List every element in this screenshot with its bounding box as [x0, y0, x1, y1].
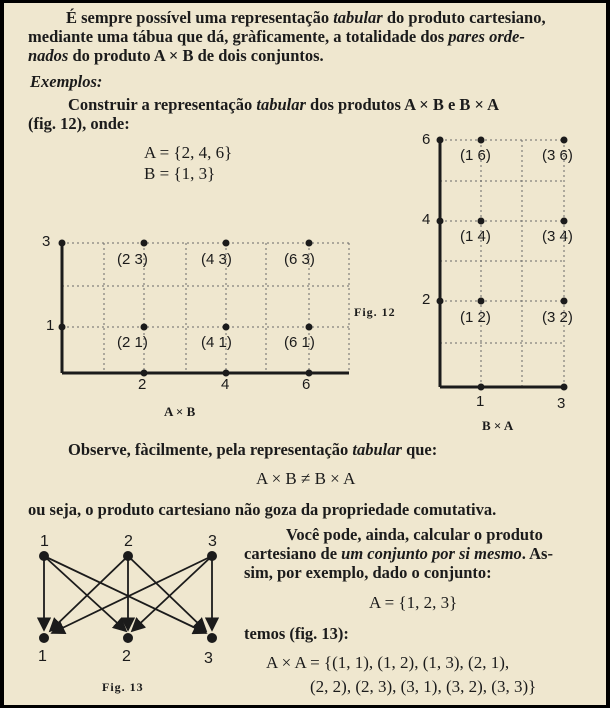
bxa-y-tick-4: 4 — [422, 211, 431, 228]
bxa-pair-3-4: (3 4) — [542, 228, 573, 245]
task-line-2: (fig. 12), onde: — [28, 114, 130, 133]
bxa-y-tick-6: 6 — [422, 131, 431, 148]
axb-x-tick-4: 4 — [221, 376, 230, 393]
fig13-arrows — [44, 556, 212, 633]
figure-12 — [4, 3, 606, 705]
axb-x-tick-6: 6 — [302, 376, 311, 393]
bxa-label: B × A — [482, 418, 514, 433]
axb-label: A × B — [164, 404, 196, 419]
result-line-1: A × A = {(1, 1), (1, 2), (1, 3), (2, 1), — [266, 653, 510, 672]
examples-heading: Exemplos: — [30, 72, 103, 91]
axb-y-tick-3: 3 — [42, 233, 51, 250]
inequality: A × B ≠ B × A — [256, 469, 356, 488]
observe-line: Observe, fàcilmente, pela representação tabular que: — [68, 440, 438, 459]
task-line-1: Construir a representação tabular dos produtos A × B e B × A — [68, 95, 500, 114]
axb-pair-2-1: (2 1) — [117, 334, 148, 351]
bxa-pair-3-6: (3 6) — [542, 147, 573, 164]
bxa-axes — [440, 140, 564, 387]
fig13-top-1: 1 — [40, 533, 49, 550]
set-b-definition: B = {1, 3} — [144, 164, 216, 183]
fig13-top-2: 2 — [124, 533, 133, 550]
bxa-x-tick-3: 3 — [557, 395, 566, 412]
self-product-line-3: sim, por exemplo, dado o conjunto: — [244, 563, 492, 582]
fig-13-caption: Fig. 13 — [102, 680, 144, 694]
intro-line-3: nados do produto A × B de dois conjuntos. — [28, 46, 324, 65]
bxa-points — [437, 137, 568, 391]
intro-line-2: mediante uma tábua que dá, gràficamente, a totalidade dos pares orde- — [28, 27, 525, 46]
axb-y-tick-1: 1 — [46, 317, 55, 334]
temos-line: temos (fig. 13): — [244, 624, 349, 643]
fig-12-caption: Fig. 12 — [354, 305, 396, 319]
fig13-top-3: 3 — [208, 533, 217, 550]
book-page — [4, 3, 606, 705]
result-line-2: (2, 2), (2, 3), (3, 1), (3, 2), (3, 3)} — [310, 677, 537, 696]
fig13-bottom-3: 3 — [204, 650, 213, 667]
fig13-bottom-2: 2 — [122, 648, 131, 665]
set-a-123: A = {1, 2, 3} — [369, 593, 458, 612]
bxa-pair-1-2: (1 2) — [460, 309, 491, 326]
self-product-line-2: cartesiano de um conjunto por si mesmo. As- — [244, 544, 553, 563]
bxa-y-tick-2: 2 — [422, 291, 431, 308]
axb-pair-2-3: (2 3) — [117, 251, 148, 268]
bxa-pair-1-6: (1 6) — [460, 147, 491, 164]
conclusion-line: ou seja, o produto cartesiano não goza da propriedade comutativa. — [28, 500, 497, 519]
axb-x-tick-2: 2 — [138, 376, 147, 393]
axb-pair-4-3: (4 3) — [201, 251, 232, 268]
bxa-pair-3-2: (3 2) — [542, 309, 573, 326]
intro-line-1: É sempre possível uma representação tabular do produto cartesiano, — [66, 8, 546, 27]
axb-pair-6-1: (6 1) — [284, 334, 315, 351]
self-product-line-1: Você pode, ainda, calcular o produto — [286, 525, 543, 544]
bxa-x-tick-1: 1 — [476, 393, 485, 410]
set-a-definition: A = {2, 4, 6} — [144, 143, 233, 162]
bxa-pair-1-4: (1 4) — [460, 228, 491, 245]
bxa-grid — [440, 140, 564, 387]
axb-pair-4-1: (4 1) — [201, 334, 232, 351]
axb-pair-6-3: (6 3) — [284, 251, 315, 268]
fig13-bottom-1: 1 — [38, 648, 47, 665]
